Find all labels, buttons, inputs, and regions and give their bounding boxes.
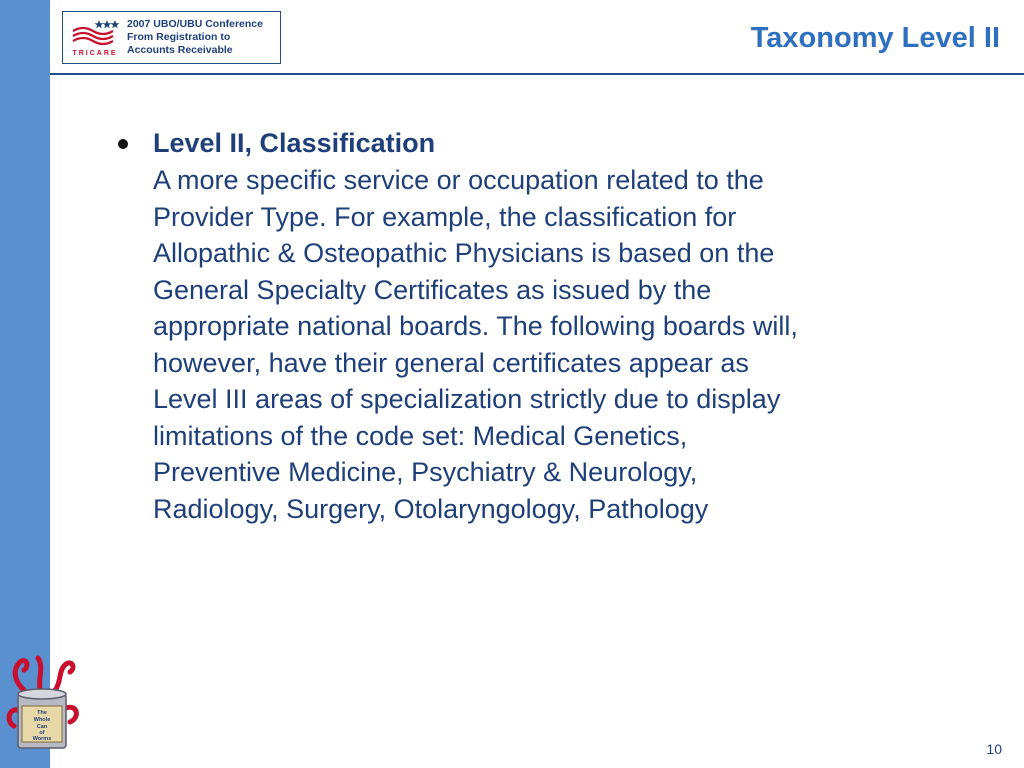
tricare-logo-icon [69, 17, 121, 59]
can-label-line: of [39, 730, 45, 736]
can-label-line: Can [36, 724, 48, 730]
body-line: limitations of the code set: Medical Genetics, [153, 420, 688, 451]
tricare-brand-text: TRICARE [72, 50, 118, 57]
conference-line-3: Accounts Receivable [127, 44, 233, 56]
conference-line-1: 2007 UBO/UBU Conference [127, 18, 263, 30]
bullet-item [110, 125, 990, 527]
body-line: appropriate national boards. The following boards will, [153, 311, 798, 341]
body-line: Preventive Medicine, Psychiatry & Neurology, [153, 457, 698, 487]
bullet-body [153, 162, 990, 527]
bullet-dot-icon [118, 139, 128, 149]
can-of-worms-icon [4, 652, 84, 752]
bullet-heading: Level II, Classification [153, 128, 436, 158]
conference-logo [62, 11, 281, 64]
conference-title [127, 18, 277, 57]
body-line: Allopathic & Osteopathic Physicians is based on the [153, 238, 775, 268]
body-line: A more specific service or occupation related to the [153, 165, 764, 195]
page-number: 10 [986, 741, 1002, 757]
body-line: however, have their general certificates appear as [153, 347, 749, 378]
body-line: General Specialty Certificates as issued by the [153, 274, 712, 305]
can-label-line: Worms [32, 736, 52, 742]
body-line: Level III areas of specialization strictly due to display [153, 384, 781, 414]
can-label-line: The [37, 710, 47, 716]
body-line: Provider Type. For example, the classification for [153, 201, 737, 232]
slide-title: Taxonomy Level II [750, 22, 1000, 54]
conference-line-2: From Registration to [127, 31, 231, 43]
slide-content [110, 125, 990, 527]
can-label-line: Whole [33, 717, 51, 723]
header-divider [50, 73, 1024, 75]
body-line: Radiology, Surgery, Otolaryngology, Pathology [153, 493, 709, 524]
